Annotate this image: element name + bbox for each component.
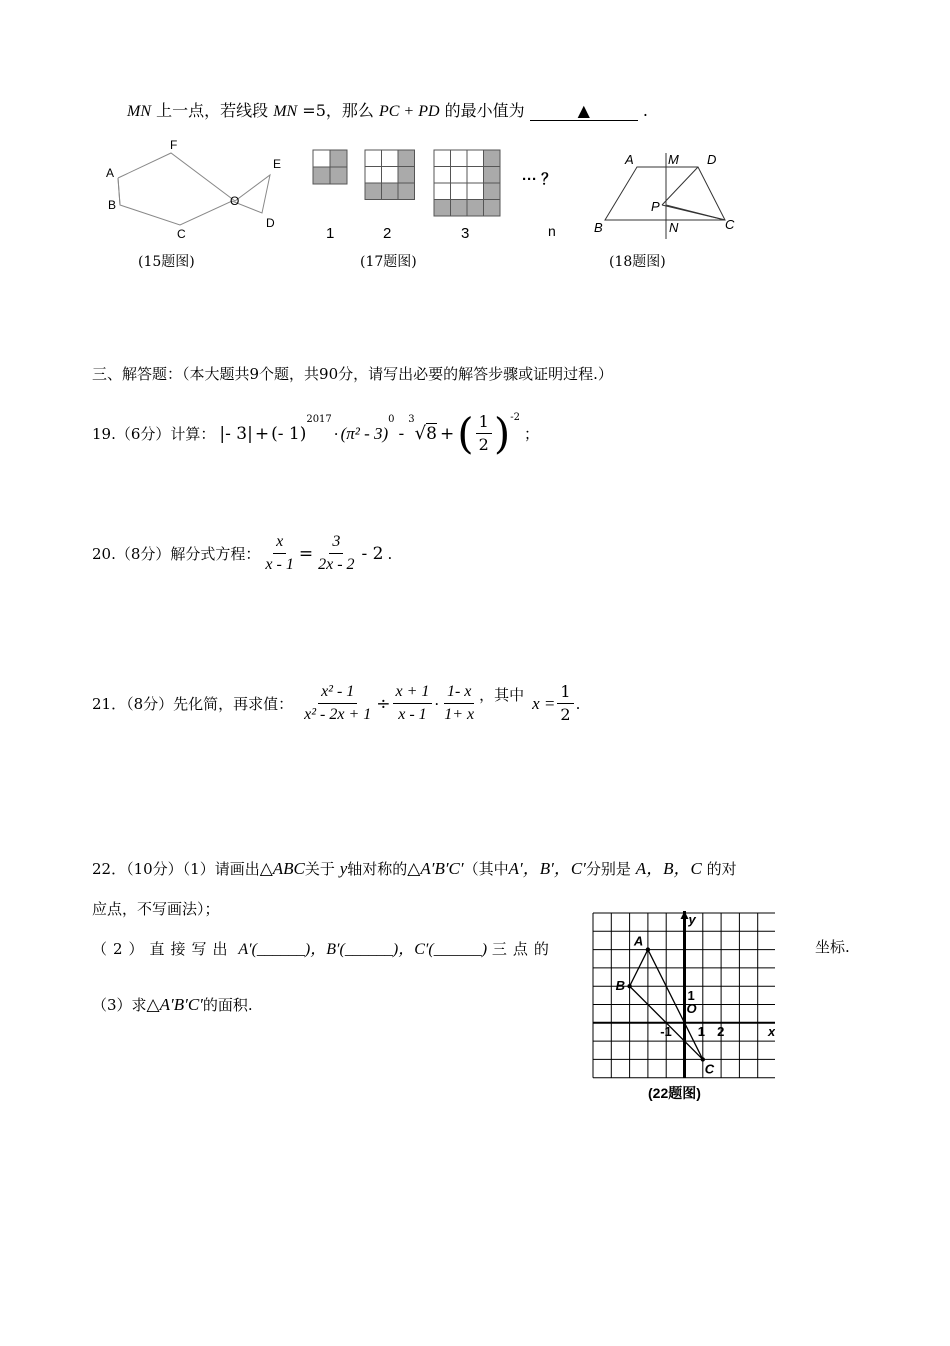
fig17-number-n: n (548, 223, 556, 239)
pattern-cell (365, 150, 382, 167)
q22-part3-tri: △A′B′C′ (146, 995, 203, 1014)
fig15-label-O: O (230, 194, 240, 208)
q21-f2-num: x + 1 (393, 682, 433, 704)
pattern-cell (398, 150, 415, 167)
q20-prefix: 20.（8分）解分式方程： (92, 545, 261, 563)
q22-c-blank: C′(______) (414, 941, 488, 958)
pattern-cell (382, 167, 399, 184)
q19-base: (- 1) (271, 423, 307, 444)
pattern-cell (365, 183, 382, 200)
q21-dot: · (434, 694, 440, 713)
q19-plus2: + (439, 423, 455, 444)
fig18-label-B: B (594, 220, 603, 235)
q19-exp-0: 0 (388, 414, 395, 425)
tick-label-x1: 1 (697, 1023, 706, 1039)
q19-abs: - 3 (225, 423, 248, 444)
q21-f3-den: 1+ x (444, 706, 475, 723)
segment-mn: MN (127, 103, 151, 120)
q18-end: . (642, 101, 648, 120)
axis-label-x: x (768, 1023, 775, 1039)
pattern-cell (484, 183, 501, 200)
pattern-cell (398, 183, 415, 200)
axis-label-y: y (688, 912, 696, 927)
pattern-cell (451, 183, 468, 200)
pattern-cell (434, 167, 451, 184)
point-b (627, 984, 631, 988)
q19-prefix: 19.（6分）计算： (92, 425, 216, 443)
q22-part2-prefix: （2）直接写出 (92, 940, 234, 958)
pattern-2 (365, 150, 415, 200)
q22-line1-tail2: 分别是 (585, 860, 631, 878)
fig15-caption: (15题图) (138, 254, 195, 270)
q19-plus1: + (254, 423, 270, 444)
q21-f1-den: x² - 2x + 1 (304, 706, 372, 723)
q19-frac-num: 1 (476, 412, 492, 434)
q21-val-den: 2 (560, 705, 571, 724)
question-22-line1 (92, 854, 737, 879)
q22-line1-end: 的对 (706, 860, 737, 878)
section3-heading: 三、解答题：（本大题共9个题，共90分，请写出必要的解答步骤或证明过程.） (92, 365, 613, 383)
answer-triangle-mark: ▲ (577, 101, 590, 120)
q22-points: A，B，C (635, 859, 702, 878)
figure-17 (310, 148, 570, 248)
origin-label: O (686, 1000, 697, 1016)
pattern-3 (434, 150, 500, 216)
q22-part2-tail: 三点的 (491, 940, 555, 958)
segment-mn-2: MN (273, 103, 298, 120)
tick-label-neg1: -1 (660, 1023, 672, 1039)
fig18-label-P: P (651, 199, 660, 214)
tick-label-x2: 2 (717, 1023, 725, 1039)
expr-pc-pd: PC + PD (378, 103, 440, 120)
q21-div: ÷ (376, 693, 391, 714)
q22-line1-mid: 关于 (304, 860, 335, 878)
q19-root-index: 3 (408, 414, 415, 425)
q19-dot: · (333, 424, 339, 443)
q19-end: ； (523, 425, 539, 443)
q19-frac-den: 2 (478, 435, 489, 454)
q18-tail-line (127, 98, 648, 121)
fig18-label-C: C (725, 217, 735, 232)
q22-line1-tail: （其中 (463, 860, 509, 878)
figure-22-grid (590, 910, 775, 1082)
pattern-cell (467, 167, 484, 184)
q19-neg-exp: -2 (510, 412, 520, 423)
pattern-cell (434, 183, 451, 200)
q22-points-prime: A′，B′，C′ (508, 859, 586, 878)
pattern-cell (382, 150, 399, 167)
point-a (646, 947, 650, 951)
axes (593, 911, 775, 1078)
q21-val-num: 1 (557, 682, 573, 704)
pattern-cell (451, 200, 468, 217)
q20-rhs-den: 2x - 2 (318, 556, 355, 573)
pattern-cell (451, 167, 468, 184)
question-21 (92, 682, 580, 725)
fig17-number-1: 1 (326, 225, 335, 242)
q20-eq: = (298, 543, 314, 564)
fig18-label-A: A (625, 152, 634, 167)
q21-mid: ，其中 (479, 686, 525, 704)
fig15-label-F: F (170, 138, 178, 152)
q22-tri-prime: △A′B′C′ (407, 859, 464, 878)
q22-a-blank: A′(______)， (238, 941, 327, 958)
q22-part3-prefix: （3）求 (92, 996, 147, 1014)
q22-part2-end: 坐标. (815, 938, 850, 956)
q22-b-blank: B′(______)， (326, 941, 415, 958)
pattern-cell (467, 200, 484, 217)
q21-prefix: 21．（8分）先化简，再求值： (92, 695, 294, 713)
q22-line1-mid2: 轴对称的 (347, 860, 408, 878)
fig15-label-B: B (108, 198, 117, 212)
fig15-label-E: E (273, 157, 282, 171)
fig15-label-A: A (106, 166, 115, 180)
q22-part3 (92, 994, 253, 1015)
pattern-cell (484, 150, 501, 167)
fig18-caption: (18题图) (609, 254, 666, 270)
pattern-cell (434, 200, 451, 217)
fig17-number-2: 2 (383, 225, 392, 242)
q22-line2: 应点，不写画法）； (92, 900, 220, 918)
q19-radicand: 8 (426, 424, 437, 444)
q22-part3-end: 的面积. (202, 996, 253, 1014)
q19-exp-2017: 2017 (306, 414, 332, 425)
fig22-caption: (22题图) (648, 1085, 701, 1101)
q22-y-var: y (339, 859, 348, 878)
pattern-cell (365, 167, 382, 184)
q22-line1-prefix: 22．（10分）（1）请画出 (92, 860, 260, 878)
fig18-label-M: M (668, 152, 679, 167)
pattern-cell (484, 167, 501, 184)
pattern-cell (398, 167, 415, 184)
trapezoid-abcd (605, 167, 725, 220)
q20-rhs-num: 3 (329, 532, 343, 554)
fig17-number-3: 3 (461, 225, 470, 242)
point-label-c: C (704, 1061, 715, 1077)
q22-part2 (92, 936, 555, 959)
y-axis-arrow-icon (681, 911, 689, 919)
pattern-cell (451, 150, 468, 167)
fig15-polygon (118, 153, 270, 225)
q18-text3: 的最小值为 (444, 101, 525, 120)
question-20 (92, 532, 392, 575)
fig17-dots: ··· ？ (522, 171, 557, 188)
pattern-cell (484, 200, 501, 217)
pattern-1 (313, 150, 347, 184)
pattern-cell (434, 150, 451, 167)
q21-f2-den: x - 1 (398, 706, 427, 723)
point-label-a: A (633, 933, 644, 949)
radical-sign: √ (414, 423, 427, 444)
tick-label-y1: 1 (687, 988, 695, 1004)
point-label-b: B (615, 978, 625, 994)
q19-minus: - (398, 423, 405, 444)
fig18-label-N: N (669, 220, 679, 235)
q20-tail: - 2 (361, 543, 384, 564)
fig17-caption: (17题图) (360, 254, 417, 270)
q20-end: . (387, 544, 393, 563)
q20-lhs-num: x (273, 532, 286, 554)
figure-18 (585, 147, 750, 242)
fig18-label-D: D (707, 152, 717, 167)
pattern-cell (467, 183, 484, 200)
q21-f3-num: 1- x (444, 682, 474, 704)
q20-lhs-den: x - 1 (265, 556, 294, 573)
figure-15 (100, 135, 290, 245)
q21-xeq: x = (532, 693, 556, 713)
q21-f1-num: x² - 1 (318, 682, 357, 704)
pattern-cell (467, 150, 484, 167)
q18-text2: =5，那么 (302, 101, 374, 120)
fig15-label-C: C (177, 227, 186, 241)
q21-end: . (575, 694, 581, 713)
question-19: 19.（6分）计算： |- 3| + (- 1) $^{2017}$ · (π² - 3) $^0$ - $^3$ √ 8 + ( $\frac{1}{2}$ ) $^{-2}$ ； (92, 408, 539, 458)
q18-text1: 上一点，若线段 (156, 101, 269, 120)
fig15-label-D: D (266, 216, 275, 230)
pattern-cell (382, 183, 399, 200)
answer-blank (530, 101, 638, 121)
q19-paren: (π² - 3) (340, 423, 389, 443)
q22-tri-abc: △ABC (259, 859, 305, 878)
